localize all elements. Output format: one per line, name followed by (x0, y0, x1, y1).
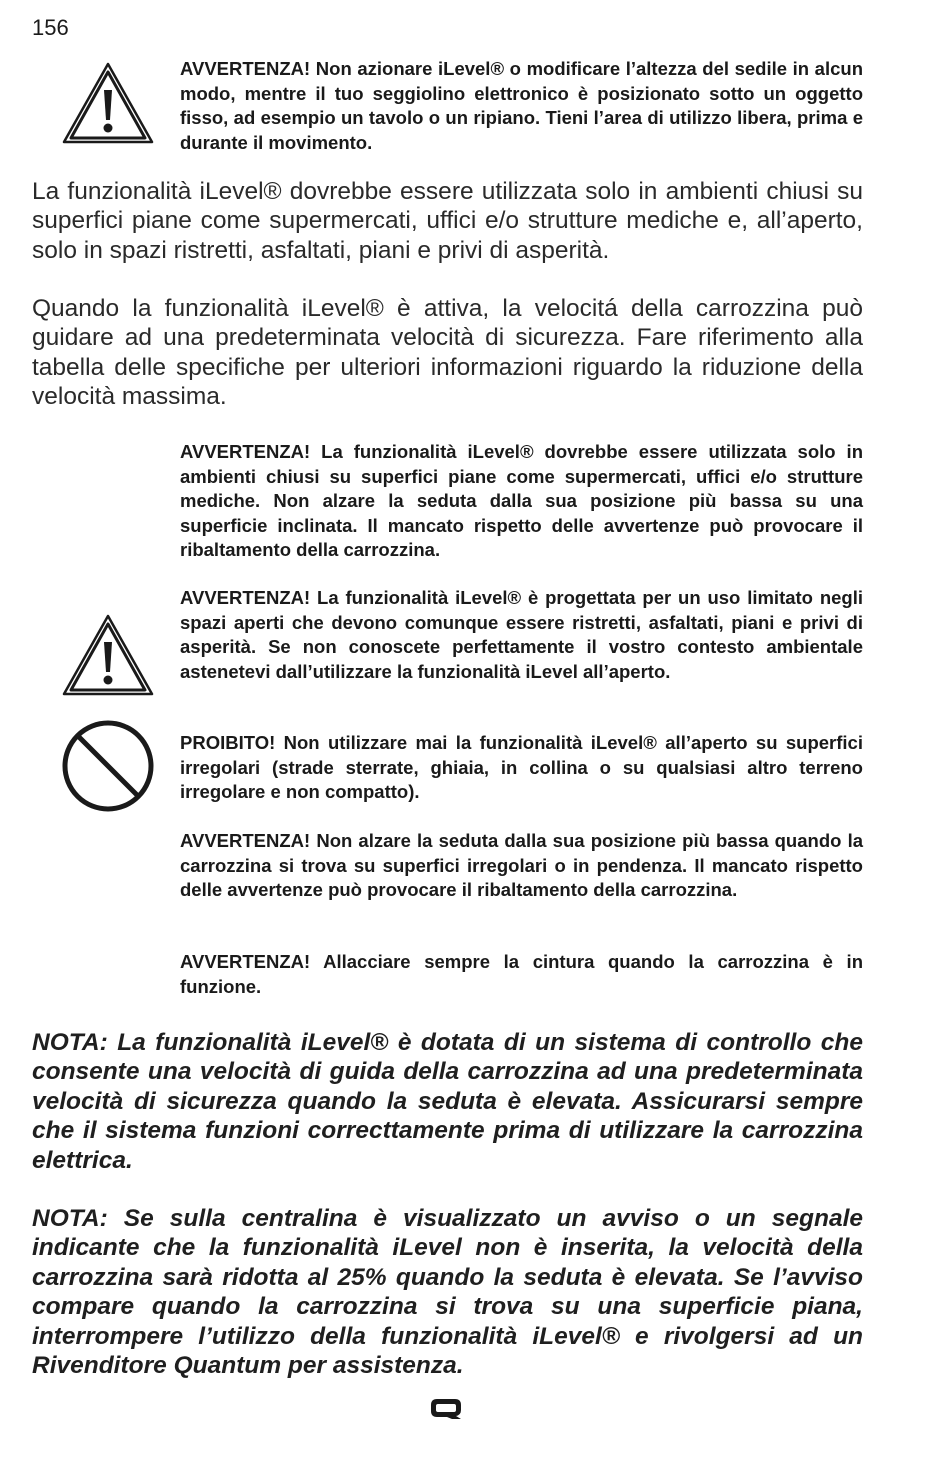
warning-top-text: AVVERTENZA! Non azionare iLevel® o modificare l’altezza del sedile in alcun modo, mentre il tuo seggiolino elettronico è posizionato sotto un oggetto fisso, ad esempio un tavolo o un ripiano. Tieni l’area di utilizzo libera, prima e durante il movimento. (180, 58, 863, 153)
quantum-q-logo (428, 1396, 464, 1420)
note-paragraph-1: NOTA: La funzionalità iLevel® è dotata di un sistema di controllo che consente una velocità di guida della carrozzina ad una predeterminata velocità di sicurezza quando la seduta è elevata. Assicurarsi sempre che il sistema funzioni correcttamente prima di utilizzare la carrozzina elettrica. (32, 1029, 863, 1174)
prohibited-circle-icon (60, 718, 156, 814)
warning-indoor-text: AVVERTENZA! La funzionalità iLevel® dovrebbe essere utilizzata solo in ambienti chiusi su superfici piane come supermercati, uffici e/o strutture mediche. Non alzare la seduta dalla sua posizione più bassa su una superficie inclinata. Il mancato rispetto delle avvertenze può provocare il ribaltamento della carrozzina. (180, 441, 863, 560)
warning-belt-text: AVVERTENZA! Allacciare sempre la cintura quando la carrozzina è in funzione. (180, 951, 863, 997)
page-number: 156 (32, 15, 69, 40)
note-paragraph-2: NOTA: Se sulla centralina è visualizzato un avviso o un segnale indicante che la funzionalità iLevel non è inserita, la velocità della carrozzina sarà ridotta al 25% quando la seduta è elevata. Se l’avviso compare quando la carrozzina si trova su una superficie piana, interrompere l’utilizzo della funzionalità iLevel® e rivolgersi ad un Rivenditore Quantum per assistenza. (32, 1205, 863, 1380)
warning-slope-text: AVVERTENZA! Non alzare la seduta dalla sua posizione più bassa quando la carrozzina si trova su superfici irregolari o in pendenza. Il mancato rispetto delle avvertenze può provocare il ribaltamento della carrozzina. (180, 830, 863, 900)
body-paragraph-1: La funzionalità iLevel® dovrebbe essere utilizzata solo in ambienti chiusi su superfici piane come supermercati, uffici e/o strutture mediche e, all’aperto, solo in spazi ristretti, asfaltati, piani e privi di asperità. (32, 178, 863, 264)
prohibited-text: PROIBITO! Non utilizzare mai la funzionalità iLevel® all’aperto su superfici irregolari (strade sterrate, ghiaia, in collina o su qualsiasi altro terreno irregolare e non compatto). (180, 732, 863, 802)
warning-outdoor-text: AVVERTENZA! La funzionalità iLevel® è progettata per un uso limitato negli spazi aperti che devono comunque essere ristretti, asfaltati, piani e privi di asperità. Se non conoscete perfettamente il vostro contesto ambientale astenetevi dall’utilizzare la funzionalità iLevel all’aperto. (180, 587, 863, 682)
warning-triangle-icon (60, 60, 156, 148)
body-paragraph-2: Quando la funzionalità iLevel® è attiva, la velocitá della carrozzina può guidare ad una predeterminata velocità di sicurezza. Fare riferimento alla tabella delle specifiche per ulteriori informazioni riguardo la riduzione della velocità massima. (32, 295, 863, 410)
warning-triangle-icon (60, 612, 156, 700)
